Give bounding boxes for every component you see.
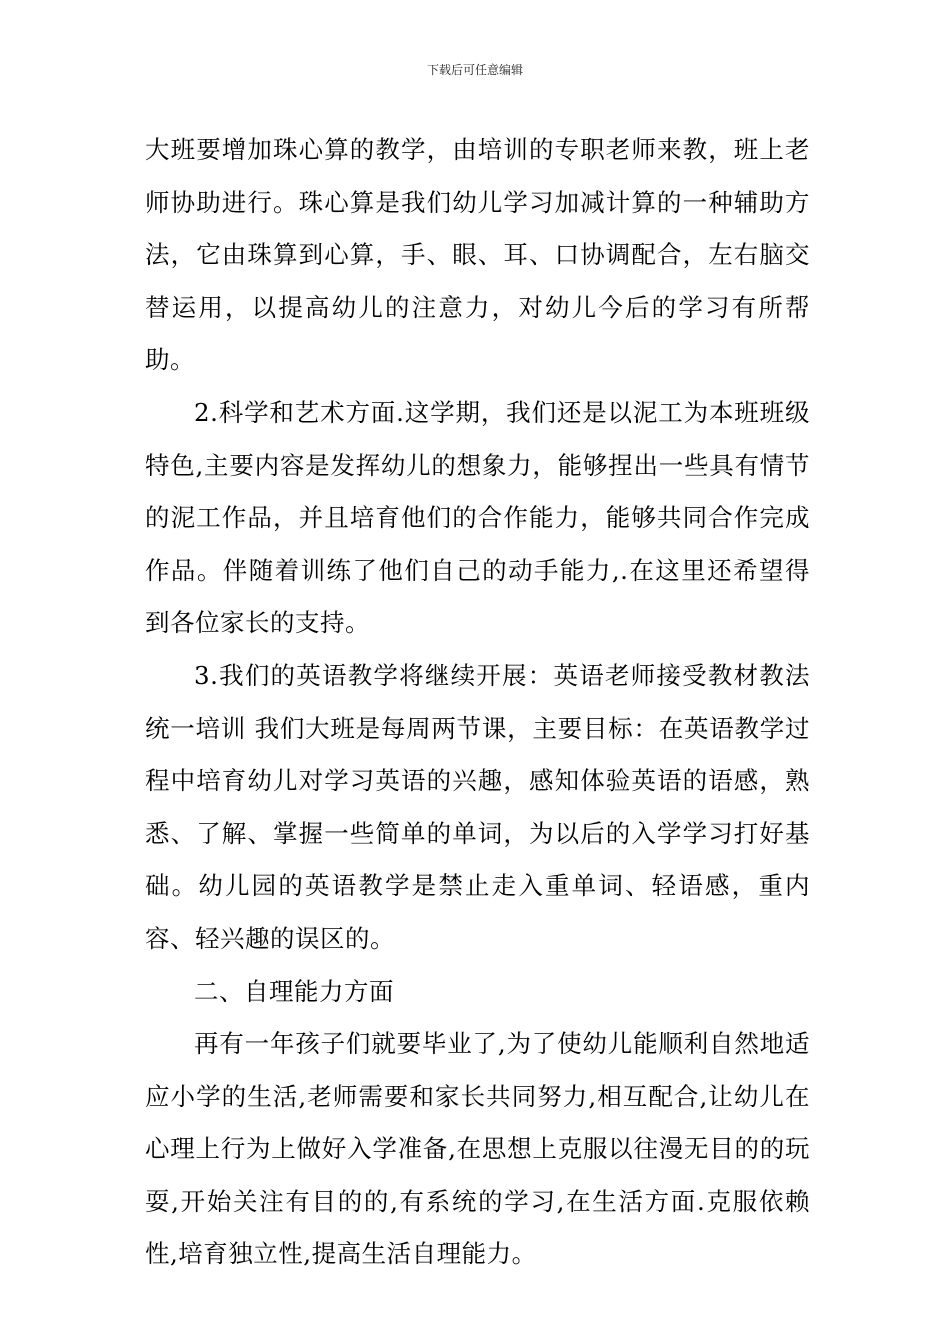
paragraph-abacus: 大班要增加珠心算的教学，由培训的专职老师来教，班上老师协助进行。珠心算是我们幼儿学习加减计算的一种辅助方法，它由珠算到心算，手、眼、耳、口协调配合，左右脑交替运用，以提高幼儿的注意力，对幼儿今后的学习有所帮助。 <box>145 135 810 375</box>
paragraph-self-care: 再有一年孩子们就要毕业了,为了使幼儿能顺利自然地适应小学的生活,老师需要和家长共同努力,相互配合,让幼儿在心理上行为上做好入学准备,在思想上克服以往漫无目的的玩耍,开始关注有目的的,有系统的学习,在生活方面.克服依赖性,培育独立性,提高生活自理能力。 <box>145 1029 810 1269</box>
document-body <box>145 124 810 1281</box>
page-header: 下载后可任意编辑 <box>426 63 523 77</box>
section-heading-self-care: 二、自理能力方面 <box>194 976 394 1006</box>
paragraph-english: 3.我们的英语教学将继续开展：英语老师接受教材教法统一培训 我们大班是每周两节课，主要目标：在英语教学过程中培育幼儿对学习英语的兴趣，感知体验英语的语感，熟悉、了解、掌握一些简单的单词，为以后的入学学习打好基础。幼儿园的英语教学是禁止走入重单词、轻语感，重内容、轻兴趣的误区的。 <box>145 660 810 953</box>
paragraph-science-art: 2.科学和艺术方面.这学期，我们还是以泥工为本班班级特色,主要内容是发挥幼儿的想象力，能够捏出一些具有情节的泥工作品，并且培育他们的合作能力，能够共同合作完成作品。伴随着训练了他们自己的动手能力,.在这里还希望得到各位家长的支持。 <box>145 397 810 638</box>
